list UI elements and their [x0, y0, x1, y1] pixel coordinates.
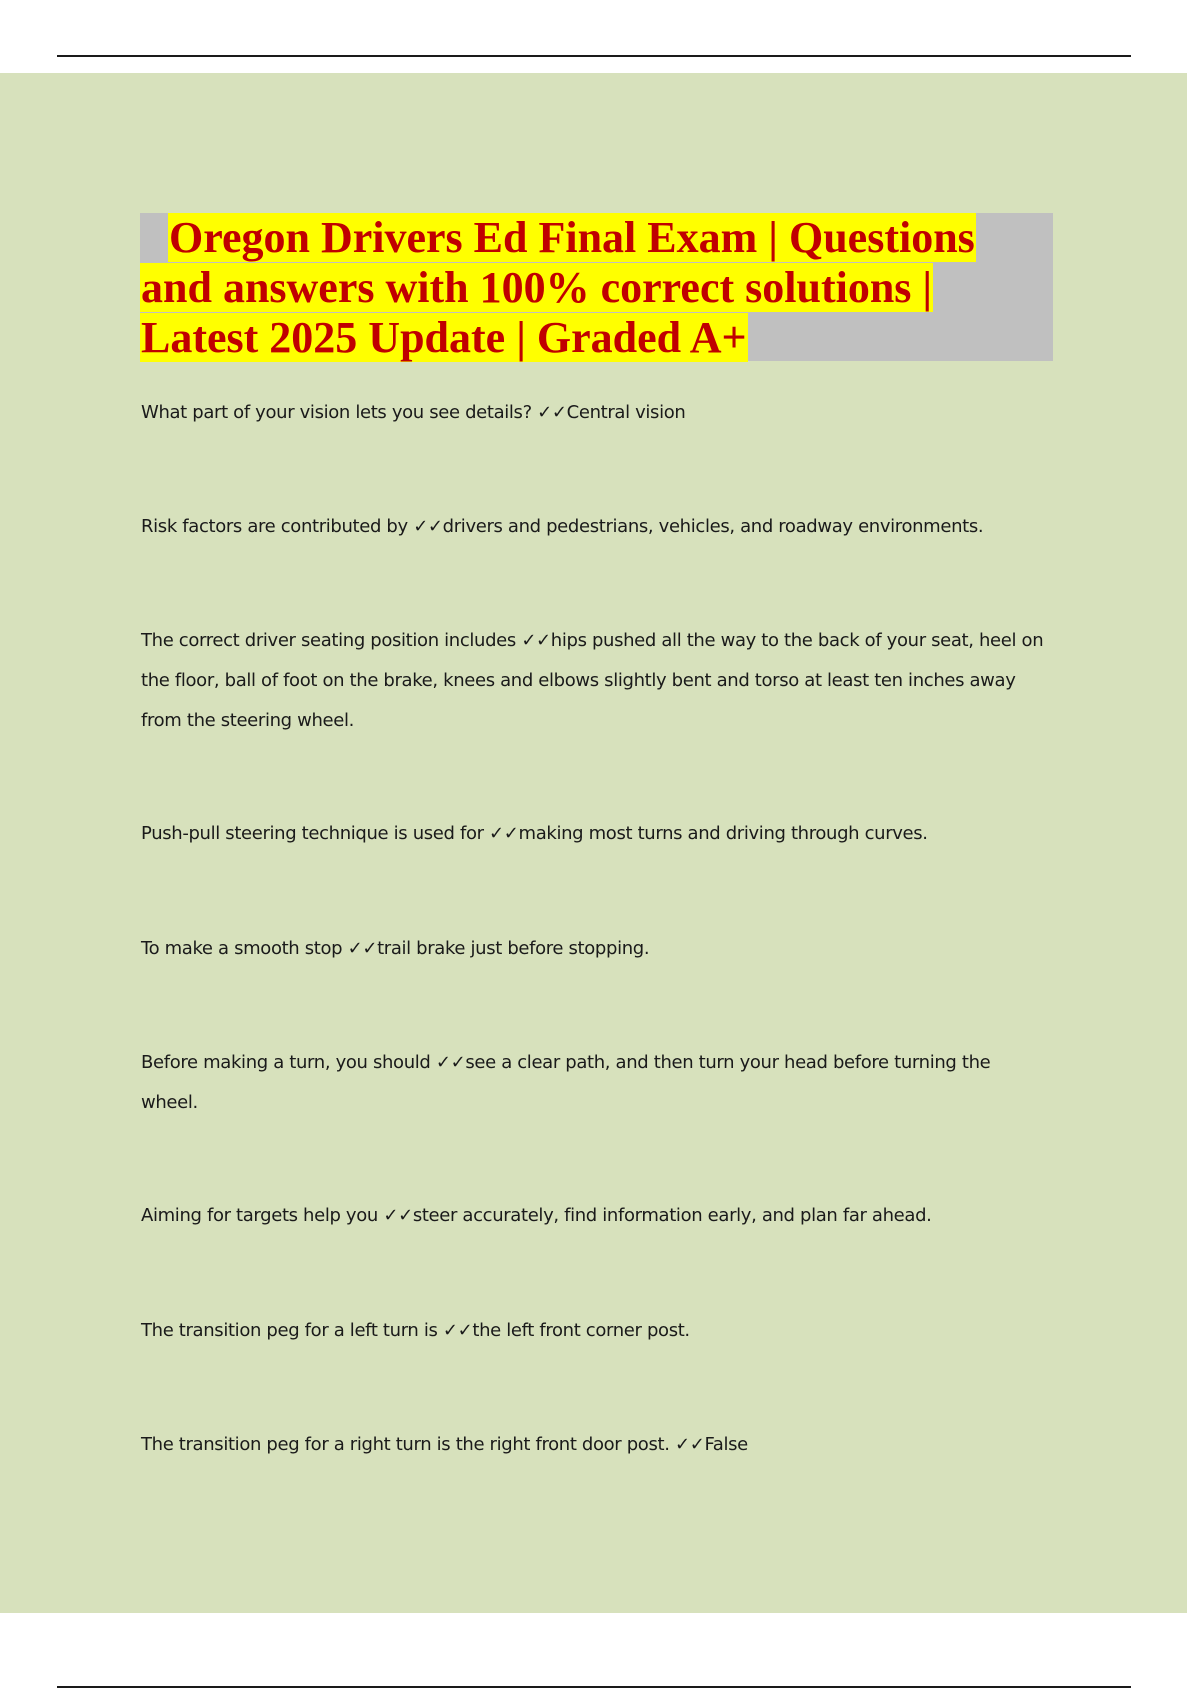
- answer-text: trail brake just before stopping.: [377, 938, 650, 959]
- qa-item-6: [141, 1043, 1046, 1123]
- question-text: Before making a turn, you should: [141, 1052, 431, 1073]
- qa-item-7: [141, 1196, 1046, 1236]
- check-mark-icon: ✓✓: [435, 1052, 466, 1073]
- check-mark-icon: ✓✓: [674, 1434, 705, 1455]
- bottom-rule: [57, 1686, 1131, 1688]
- answer-text: see a clear path, and then turn your head before turning the wheel.: [141, 1052, 991, 1113]
- question-text: The correct driver seating position includes: [141, 630, 516, 651]
- answer-text: making most turns and driving through curves.: [518, 823, 928, 844]
- answer-text: hips pushed all the way to the back of your seat, heel on the floor, ball of foot on the brake, knees and elbows slightly bent and torso at least ten inches away from the steering wheel.: [141, 630, 1044, 731]
- check-mark-icon: ✓✓: [413, 516, 443, 537]
- question-text: Risk factors are contributed by: [141, 516, 408, 537]
- question-text: To make a smooth stop: [141, 938, 343, 959]
- question-text: The transition peg for a right turn is the right front door post.: [141, 1434, 670, 1455]
- check-mark-icon: ✓✓: [347, 938, 378, 959]
- answer-text: steer accurately, find information early, and plan far ahead.: [412, 1205, 932, 1226]
- question-text: The transition peg for a left turn is: [141, 1320, 438, 1341]
- answer-text: drivers and pedestrians, vehicles, and roadway environments.: [442, 516, 984, 537]
- check-mark-icon: ✓✓: [489, 823, 519, 844]
- document-page: [0, 73, 1187, 1613]
- check-mark-icon: ✓✓: [442, 1320, 473, 1341]
- qa-item-1: [141, 393, 1046, 433]
- qa-item-4: [141, 814, 1046, 854]
- top-rule: [57, 55, 1131, 57]
- question-text: Aiming for targets help you: [141, 1205, 378, 1226]
- qa-item-2: [141, 507, 1046, 547]
- question-text: What part of your vision lets you see details?: [141, 402, 532, 423]
- qa-item-5: [141, 929, 1046, 969]
- check-mark-icon: ✓✓: [521, 630, 551, 651]
- answer-text: the left front corner post.: [472, 1320, 690, 1341]
- check-mark-icon: ✓✓: [383, 1205, 413, 1226]
- check-mark-icon: ✓✓: [537, 402, 567, 423]
- answer-text: Central vision: [566, 402, 686, 423]
- answer-text: False: [704, 1434, 748, 1455]
- question-text: Push-pull steering technique is used for: [141, 823, 484, 844]
- document-title: Oregon Drivers Ed Final Exam | Questions and answers with 100% correct solutions | Latest 2025 Update | Graded A+: [141, 213, 975, 362]
- qa-item-8: [141, 1311, 1046, 1351]
- title-block: [140, 213, 1053, 361]
- qa-item-9: [141, 1425, 1046, 1465]
- qa-item-3: [141, 621, 1046, 741]
